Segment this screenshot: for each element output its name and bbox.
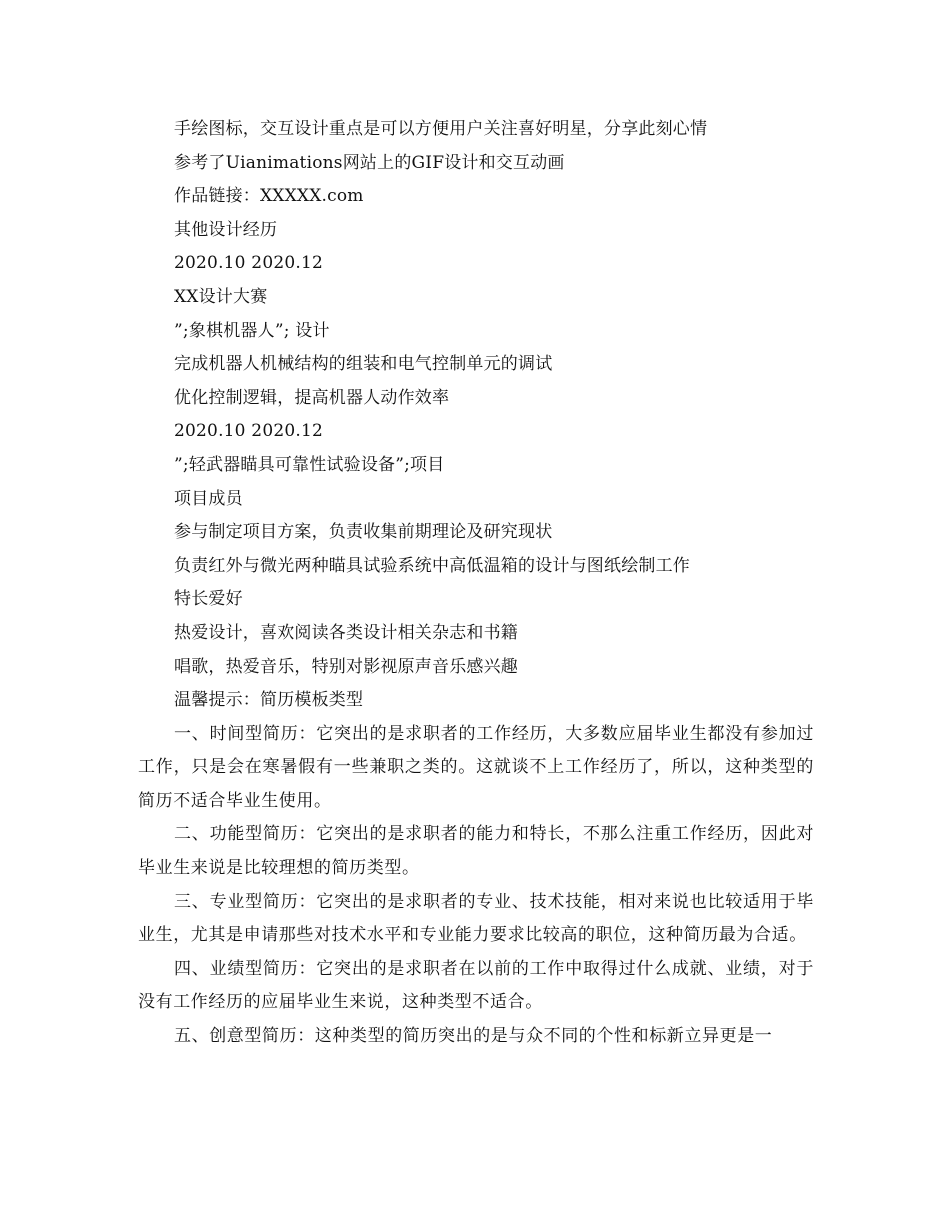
paragraph-time-resume: 一、时间型简历：它突出的是求职者的工作经历，大多数应届毕业生都没有参加过工作，只是会在寒暑假有一些兼职之类的。这就谈不上工作经历了，所以，这种类型的简历不适合毕业生使用。	[138, 723, 814, 811]
text-line: 手绘图标，交互设计重点是可以方便用户关注喜好明星，分享此刻心情	[174, 119, 708, 139]
text-line: 项目成员	[174, 488, 243, 509]
paragraph-performance-resume: 四、业绩型简历：它突出的是求职者在以前的工作中取得过什么成就、业绩，对于没有工作经历的应届毕业生来说，这种类型不适合。	[138, 958, 814, 1013]
paragraph-creative-resume: 五、创意型简历：这种类型的简历突出的是与众不同的个性和标新立异更是一	[174, 1026, 773, 1047]
text-line: XX设计大赛	[174, 286, 268, 307]
section-heading-tips: 温馨提示：简历模板类型	[174, 690, 364, 711]
text-line: 唱歌，热爱音乐，特别对影视原声音乐感兴趣	[174, 656, 518, 677]
text-line: 优化控制逻辑，提高机器人动作效率	[174, 387, 450, 408]
text-line: 参与制定项目方案，负责收集前期理论及研究现状	[174, 522, 553, 543]
section-heading-hobbies: 特长爱好	[174, 589, 243, 610]
text-line: 参考了Uianimations网站上的GIF设计和交互动画	[174, 152, 565, 173]
text-line: 负责红外与微光两种瞄具试验系统中高低温箱的设计与图纸绘制工作	[174, 555, 690, 576]
section-heading-other-design: 其他设计经历	[174, 219, 278, 240]
paragraph-professional-resume: 三、专业型简历：它突出的是求职者的专业、技术技能，相对来说也比较适用于毕业生，尤其是申请那些对技术水平和专业能力要求比较高的职位，这种简历最为合适。	[138, 891, 814, 946]
date-range: 2020.10 2020.12	[174, 421, 324, 442]
text-line: 作品链接：XXXXX.com	[174, 186, 364, 207]
date-range: 2020.10 2020.12	[174, 253, 324, 274]
text-line: 热爱设计，喜欢阅读各类设计相关杂志和书籍	[174, 622, 518, 643]
text-line: ”;象棋机器人”; 设计	[174, 320, 330, 341]
document-page	[138, 113, 814, 1113]
text-line: ”;轻武器瞄具可靠性试验设备”;项目	[174, 454, 445, 475]
paragraph-functional-resume: 二、功能型简历：它突出的是求职者的能力和特长，不那么注重工作经历，因此对毕业生来说是比较理想的简历类型。	[138, 824, 814, 879]
text-line: 完成机器人机械结构的组装和电气控制单元的调试	[174, 354, 553, 375]
